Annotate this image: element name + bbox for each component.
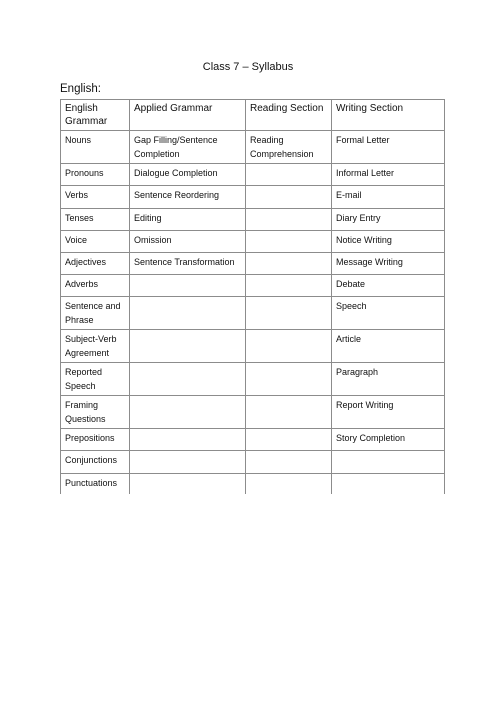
table-cell-reading	[246, 253, 332, 275]
table-cell-writing: E-mail	[332, 186, 445, 209]
table-row	[61, 209, 445, 231]
table-cell-reading	[246, 330, 332, 363]
table-cell-grammar: Tenses	[61, 209, 130, 231]
table-cell-applied: Sentence Transformation	[130, 253, 246, 275]
table-row	[61, 451, 445, 474]
table-cell-writing: Informal Letter	[332, 164, 445, 186]
table-cell-applied	[130, 330, 246, 363]
table-cell-applied: Gap Filling/Sentence Completion	[130, 131, 246, 164]
table-row	[61, 275, 445, 297]
table-cell-grammar: Conjunctions	[61, 451, 130, 474]
table-cell-reading	[246, 363, 332, 396]
table-cell-applied	[130, 297, 246, 330]
table-cell-reading	[246, 164, 332, 186]
table-cell-grammar: Voice	[61, 231, 130, 253]
table-cell-reading	[246, 451, 332, 474]
table-row	[61, 474, 445, 494]
table-row	[61, 297, 445, 330]
table-cell-reading: Reading Comprehension	[246, 131, 332, 164]
table-cell-writing: Speech	[332, 297, 445, 330]
table-row	[61, 363, 445, 396]
table-row	[61, 164, 445, 186]
table-cell-grammar: Punctuations	[61, 474, 130, 494]
table-cell-applied: Sentence Reordering	[130, 186, 246, 209]
table-cell-grammar: Prepositions	[61, 429, 130, 451]
table-cell-grammar: Nouns	[61, 131, 130, 164]
table-cell-writing: Report Writing	[332, 396, 445, 429]
table-row	[61, 186, 445, 209]
table-cell-applied: Dialogue Completion	[130, 164, 246, 186]
table-cell-reading	[246, 186, 332, 209]
table-cell-writing: Diary Entry	[332, 209, 445, 231]
table-cell-reading	[246, 231, 332, 253]
table-cell-writing	[332, 474, 445, 494]
table-cell-grammar: Sentence and Phrase	[61, 297, 130, 330]
header-applied-grammar: Applied Grammar	[130, 100, 246, 131]
syllabus-table	[60, 99, 445, 494]
table-cell-reading	[246, 275, 332, 297]
table-cell-applied	[130, 429, 246, 451]
table-row	[61, 231, 445, 253]
subject-heading: English:	[60, 83, 101, 95]
table-cell-applied: Omission	[130, 231, 246, 253]
table-row	[61, 131, 445, 164]
page-title: Class 7 – Syllabus	[202, 61, 294, 73]
table-row	[61, 396, 445, 429]
table-cell-applied	[130, 474, 246, 494]
table-cell-writing: Story Completion	[332, 429, 445, 451]
table-cell-reading	[246, 297, 332, 330]
table-cell-writing: Formal Letter	[332, 131, 445, 164]
table-cell-applied	[130, 363, 246, 396]
table-row	[61, 253, 445, 275]
table-cell-writing: Article	[332, 330, 445, 363]
table-cell-grammar: Framing Questions	[61, 396, 130, 429]
table-cell-grammar: Verbs	[61, 186, 130, 209]
table-cell-grammar: Adjectives	[61, 253, 130, 275]
table-cell-writing: Debate	[332, 275, 445, 297]
header-reading-section: Reading Section	[246, 100, 332, 131]
table-cell-grammar: Subject-Verb Agreement	[61, 330, 130, 363]
table-cell-writing: Paragraph	[332, 363, 445, 396]
table-cell-applied	[130, 396, 246, 429]
header-english-grammar: English Grammar	[61, 100, 130, 131]
table-header-row	[61, 100, 445, 131]
table-row	[61, 429, 445, 451]
table-cell-reading	[246, 429, 332, 451]
table-cell-writing: Message Writing	[332, 253, 445, 275]
table-cell-applied	[130, 451, 246, 474]
table-cell-reading	[246, 396, 332, 429]
table-cell-reading	[246, 474, 332, 494]
table-row	[61, 330, 445, 363]
table-cell-applied	[130, 275, 246, 297]
table-cell-reading	[246, 209, 332, 231]
header-writing-section: Writing Section	[332, 100, 445, 131]
table-cell-writing	[332, 451, 445, 474]
syllabus-table-body	[61, 100, 445, 494]
table-cell-grammar: Reported Speech	[61, 363, 130, 396]
table-cell-applied: Editing	[130, 209, 246, 231]
table-cell-grammar: Pronouns	[61, 164, 130, 186]
table-cell-writing: Notice Writing	[332, 231, 445, 253]
table-cell-grammar: Adverbs	[61, 275, 130, 297]
